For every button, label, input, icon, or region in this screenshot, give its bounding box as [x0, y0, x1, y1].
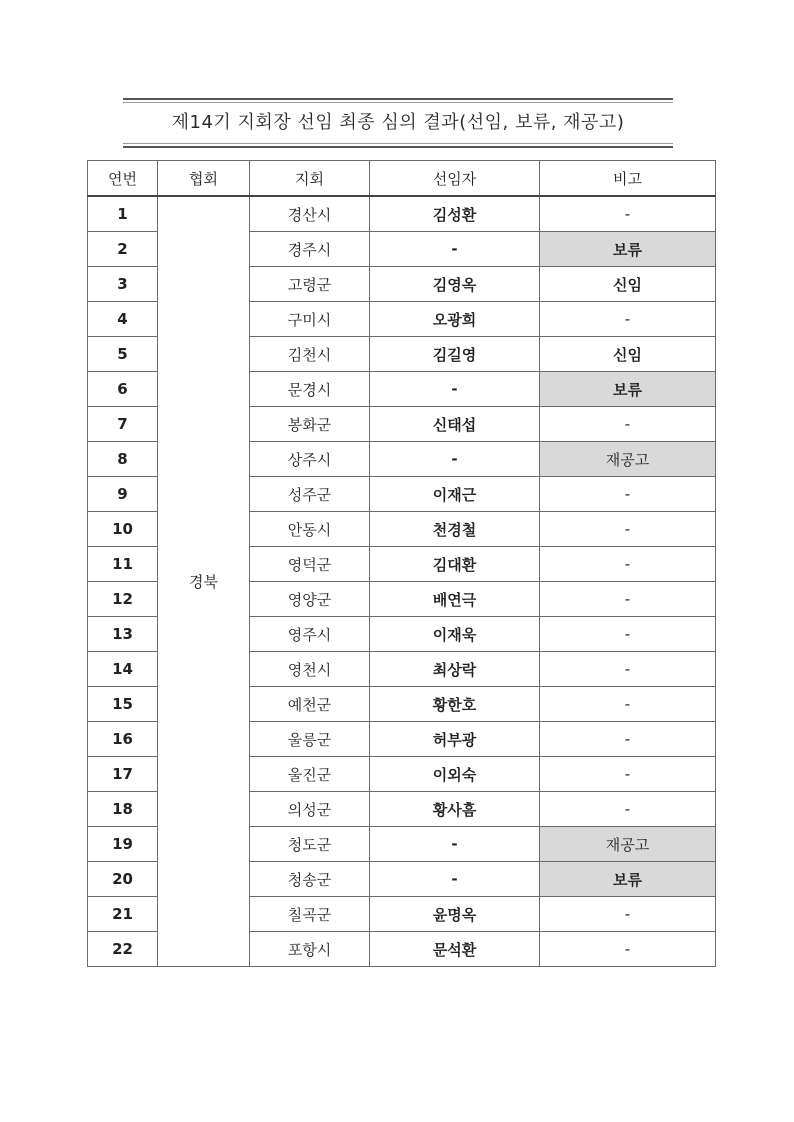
note-cell: - — [540, 932, 716, 967]
header-appointee: 선임자 — [370, 161, 540, 197]
appointee-name: 이재근 — [370, 477, 540, 512]
note-cell: - — [540, 512, 716, 547]
results-table — [87, 160, 716, 967]
branch-name: 청송군 — [250, 862, 370, 897]
appointee-name: 배연극 — [370, 582, 540, 617]
appointee-name: - — [370, 442, 540, 477]
appointee-name: 김영옥 — [370, 267, 540, 302]
header-branch: 지회 — [250, 161, 370, 197]
title-rule-bottom-thin — [123, 143, 673, 144]
note-cell: 보류 — [540, 372, 716, 407]
row-number: 22 — [88, 932, 158, 967]
branch-name: 영천시 — [250, 652, 370, 687]
appointee-name: 오광희 — [370, 302, 540, 337]
row-number: 10 — [88, 512, 158, 547]
header-association: 협회 — [158, 161, 250, 197]
branch-name: 봉화군 — [250, 407, 370, 442]
branch-name: 울진군 — [250, 757, 370, 792]
appointee-name: 김성환 — [370, 196, 540, 232]
note-cell: 신임 — [540, 337, 716, 372]
row-number: 3 — [88, 267, 158, 302]
appointee-name: 윤명옥 — [370, 897, 540, 932]
row-number: 5 — [88, 337, 158, 372]
branch-name: 경주시 — [250, 232, 370, 267]
row-number: 7 — [88, 407, 158, 442]
row-number: 17 — [88, 757, 158, 792]
branch-name: 포항시 — [250, 932, 370, 967]
title-rule-bottom — [123, 146, 673, 148]
branch-name: 청도군 — [250, 827, 370, 862]
appointee-name: 천경철 — [370, 512, 540, 547]
note-cell: - — [540, 617, 716, 652]
row-number: 1 — [88, 196, 158, 232]
appointee-name: 신태섭 — [370, 407, 540, 442]
row-number: 2 — [88, 232, 158, 267]
note-cell: - — [540, 477, 716, 512]
appointee-name: 허부광 — [370, 722, 540, 757]
row-number: 13 — [88, 617, 158, 652]
document-title: 제14기 지회장 선임 최종 심의 결과(선임, 보류, 재공고) — [171, 112, 625, 133]
note-cell: - — [540, 757, 716, 792]
row-number: 19 — [88, 827, 158, 862]
note-cell: - — [540, 196, 716, 232]
branch-name: 영양군 — [250, 582, 370, 617]
note-cell: - — [540, 652, 716, 687]
branch-name: 상주시 — [250, 442, 370, 477]
row-number: 6 — [88, 372, 158, 407]
branch-name: 경산시 — [250, 196, 370, 232]
row-number: 18 — [88, 792, 158, 827]
branch-name: 울릉군 — [250, 722, 370, 757]
table-header-row — [88, 161, 716, 197]
association-cell: 경북 — [158, 196, 250, 967]
row-number: 21 — [88, 897, 158, 932]
row-number: 9 — [88, 477, 158, 512]
document-title-box — [123, 98, 673, 144]
branch-name: 성주군 — [250, 477, 370, 512]
row-number: 8 — [88, 442, 158, 477]
appointee-name: 이외숙 — [370, 757, 540, 792]
branch-name: 의성군 — [250, 792, 370, 827]
note-cell: 재공고 — [540, 442, 716, 477]
note-cell: - — [540, 582, 716, 617]
note-cell: - — [540, 547, 716, 582]
note-cell: - — [540, 687, 716, 722]
appointee-name: 김대환 — [370, 547, 540, 582]
note-cell: 재공고 — [540, 827, 716, 862]
appointee-name: 문석환 — [370, 932, 540, 967]
note-cell: 보류 — [540, 862, 716, 897]
note-cell: - — [540, 792, 716, 827]
table-body — [88, 196, 716, 967]
note-cell: - — [540, 897, 716, 932]
appointee-name: - — [370, 372, 540, 407]
branch-name: 영덕군 — [250, 547, 370, 582]
appointee-name: 황한호 — [370, 687, 540, 722]
branch-name: 문경시 — [250, 372, 370, 407]
branch-name: 고령군 — [250, 267, 370, 302]
note-cell: - — [540, 722, 716, 757]
row-number: 4 — [88, 302, 158, 337]
row-number: 20 — [88, 862, 158, 897]
title-rule-top — [123, 98, 673, 100]
branch-name: 예천군 — [250, 687, 370, 722]
table-row — [88, 196, 716, 232]
note-cell: 신임 — [540, 267, 716, 302]
appointee-name: - — [370, 232, 540, 267]
header-note: 비고 — [540, 161, 716, 197]
appointee-name: 황사흠 — [370, 792, 540, 827]
appointee-name: 김길영 — [370, 337, 540, 372]
branch-name: 칠곡군 — [250, 897, 370, 932]
title-rule-top-thin — [123, 102, 673, 103]
note-cell: - — [540, 407, 716, 442]
branch-name: 김천시 — [250, 337, 370, 372]
row-number: 15 — [88, 687, 158, 722]
note-cell: 보류 — [540, 232, 716, 267]
row-number: 12 — [88, 582, 158, 617]
appointee-name: 이재욱 — [370, 617, 540, 652]
row-number: 16 — [88, 722, 158, 757]
appointee-name: - — [370, 862, 540, 897]
row-number: 14 — [88, 652, 158, 687]
header-no: 연번 — [88, 161, 158, 197]
branch-name: 구미시 — [250, 302, 370, 337]
row-number: 11 — [88, 547, 158, 582]
appointee-name: - — [370, 827, 540, 862]
branch-name: 안동시 — [250, 512, 370, 547]
branch-name: 영주시 — [250, 617, 370, 652]
note-cell: - — [540, 302, 716, 337]
appointee-name: 최상락 — [370, 652, 540, 687]
